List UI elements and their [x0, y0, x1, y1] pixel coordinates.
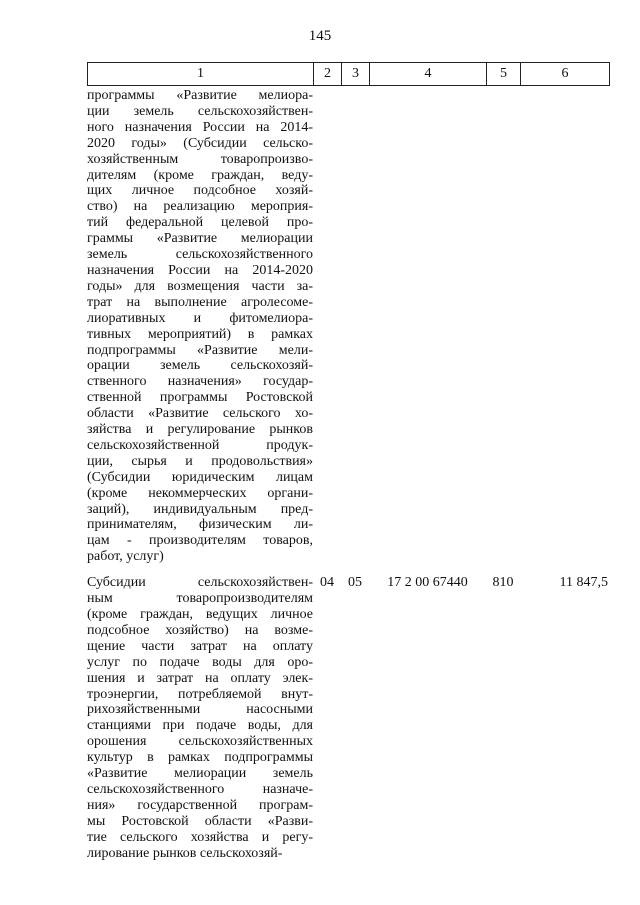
row-subsection: 05 — [348, 575, 362, 591]
description-line: тивных мероприятий) в рамках — [87, 326, 313, 342]
row-description — [87, 575, 313, 861]
description-line: граммы «Развитие мелиорации — [87, 231, 313, 247]
description-line: ственной программы Ростовской — [87, 390, 313, 406]
description-line: ство) на реализацию мероприя- — [87, 199, 313, 215]
description-line: (Субсидии юридическим лицам — [87, 469, 313, 485]
table-body — [87, 88, 608, 862]
description-line: рихозяйственными насосными — [87, 702, 313, 718]
description-line: области «Развитие сельского хо- — [87, 406, 313, 422]
description-line: сельскохозяйственной продук- — [87, 437, 313, 453]
row-description — [87, 88, 313, 565]
description-line: ного назначения России на 2014- — [87, 119, 313, 135]
row-subsection — [341, 88, 369, 565]
description-line: программы «Развитие мелиора- — [87, 88, 313, 103]
header-col-6: 6 — [561, 66, 569, 81]
description-line: (кроме некоммерческих органи- — [87, 485, 313, 501]
table-row — [87, 88, 608, 565]
row-target-code — [369, 88, 486, 565]
header-col-5: 5 — [487, 63, 521, 85]
description-line: ции, сырья и продовольствия» — [87, 453, 313, 469]
description-line: назначения России на 2014-2020 — [87, 262, 313, 278]
header-col-3: 3 — [342, 63, 370, 85]
description-line: трат на выполнение агролесоме- — [87, 294, 313, 310]
description-line: годы» для возмещения части за- — [87, 278, 313, 294]
row-expense-type — [486, 88, 520, 565]
header-col-1: 1 — [88, 63, 314, 85]
description-line: станциями при подаче воды, для — [87, 718, 313, 734]
description-line: подпрограммы «Развитие мели- — [87, 342, 313, 358]
description-line: лиоративных и фитомелиора- — [87, 310, 313, 326]
description-line: «Развитие мелиорации земель — [87, 766, 313, 782]
table-row — [87, 575, 608, 861]
description-line: ственного назначения» государ- — [87, 374, 313, 390]
table-header — [87, 62, 610, 86]
description-line: тие сельского хозяйства и регу- — [87, 829, 313, 845]
description-line: ции земель сельскохозяйствен- — [87, 103, 313, 119]
header-col-2: 2 — [314, 63, 342, 85]
row-amount: 11 847,5 — [559, 575, 608, 591]
description-line: работ, услуг) — [87, 549, 164, 565]
description-line: тий федеральной целевой про- — [87, 215, 313, 231]
row-section — [313, 88, 341, 565]
description-line: ным товаропроизводителям — [87, 591, 313, 607]
description-line: цам - производителям товаров, — [87, 533, 313, 549]
description-line: мы Ростовской области «Разви- — [87, 813, 313, 829]
description-line: принимателям, физическим ли- — [87, 517, 313, 533]
description-line: заций), индивидуальным пред- — [87, 501, 313, 517]
description-line: сельскохозяйственного назначе- — [87, 781, 313, 797]
description-line: троэнергии, потребляемой внут- — [87, 686, 313, 702]
row-expense-type: 810 — [492, 575, 514, 591]
description-line: лирование рынков сельскохозяй- — [87, 845, 283, 861]
description-line: орошения сельскохозяйственных — [87, 734, 313, 750]
header-col-4: 4 — [370, 63, 487, 85]
description-line: культур в рамках подпрограммы — [87, 750, 313, 766]
description-line: (кроме граждан, ведущих личное — [87, 607, 313, 622]
row-section: 04 — [320, 575, 334, 591]
description-line: дителям (кроме граждан, веду- — [87, 167, 313, 183]
description-line: орации земель сельскохозяй- — [87, 358, 313, 374]
row-target-code: 17 2 00 67440 — [387, 575, 468, 591]
description-line: шения и затрат на оплату элек- — [87, 670, 313, 686]
description-line: зяйства и регулирование рынков — [87, 422, 313, 438]
description-line: ния» государственной програм- — [87, 797, 313, 813]
description-line: хозяйственным товаропроизво- — [87, 151, 313, 167]
description-line: земель сельскохозяйственного — [87, 247, 313, 263]
row-amount — [520, 88, 608, 565]
description-line: услуг по подаче воды для оро- — [87, 654, 313, 670]
description-line: щих личное подсобное хозяй- — [87, 183, 313, 199]
description-line: щение части затрат на оплату — [87, 638, 313, 654]
description-line: Субсидии сельскохозяйствен- — [87, 575, 313, 591]
description-line: 2020 годы» (Субсидии сельско- — [87, 135, 313, 151]
page-number: 145 — [308, 28, 332, 44]
description-line: подсобное хозяйство) на возме- — [87, 622, 313, 638]
